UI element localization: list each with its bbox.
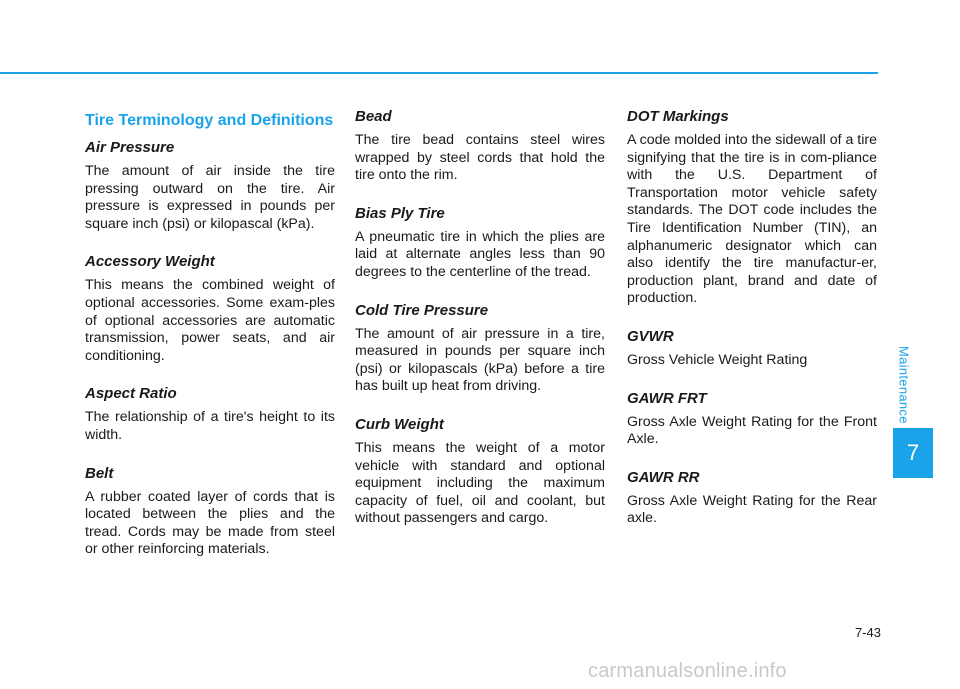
definition-aspect-ratio: The relationship of a tire's height to its width. xyxy=(85,409,335,443)
definition-gawr-rr: Gross Axle Weight Rating for the Rear axle. xyxy=(627,492,877,527)
term-gvwr: GVWR xyxy=(627,327,674,345)
definition-air-pressure: The amount of air inside the tire pressing outward on the tire. Air pressure is expressed in pounds per square inch (psi) or kilopascal (kPa). xyxy=(85,163,335,232)
term-cold-tire-pressure: Cold Tire Pressure xyxy=(355,301,489,319)
definition-curb-weight: This means the weight of a motor vehicle with standard and optional equipment including the maximum capacity of fuel, oil and coolant, but without passengers and cargo. xyxy=(355,439,605,527)
page-number: 7-43 xyxy=(854,625,881,640)
term-bias-ply-tire: Bias Ply Tire xyxy=(355,204,445,222)
term-aspect-ratio: Aspect Ratio xyxy=(85,385,177,403)
term-dot-markings: DOT Markings xyxy=(627,108,729,125)
column-2 xyxy=(355,108,605,548)
definition-dot-markings: A code molded into the sidewall of a tire signifying that the tire is in com-pliance with the U.S. Department of Transportation motor vehicle safety standards. The DOT code includes the Tire Identification Number (TIN), an alphanumeric designator which can also identify the tire manufactur-er, production plant, brand and date of production. xyxy=(627,132,878,307)
term-air-pressure: Air Pressure xyxy=(85,139,175,156)
definition-gvwr: Gross Vehicle Weight Rating xyxy=(627,351,808,368)
chapter-side-label: Maintenance xyxy=(896,346,912,424)
definition-gawr-frt: Gross Axle Weight Rating for the Front Axle. xyxy=(627,413,877,448)
header-rule xyxy=(0,72,878,74)
term-accessory-weight: Accessory Weight xyxy=(85,253,215,271)
term-curb-weight: Curb Weight xyxy=(355,415,444,433)
term-belt: Belt xyxy=(85,464,114,482)
definition-belt: A rubber coated layer of cords that is located between the plies and the tread. Cords may be made from steel or other reinforcing materials. xyxy=(85,488,335,558)
section-title: Tire Terminology and Definitions xyxy=(85,112,334,129)
column-3 xyxy=(627,108,877,548)
column-1 xyxy=(85,108,335,579)
chapter-number-tab: 7 xyxy=(893,428,933,478)
term-gawr-frt: GAWR FRT xyxy=(627,389,707,407)
definition-cold-tire-pressure: The amount of air pressure in a tire, measured in pounds per square inch (psi) or kilopascals (kPa) before a tire has built up heat from driving. xyxy=(355,325,605,395)
term-gawr-rr: GAWR RR xyxy=(627,468,700,486)
definition-bead: The tire bead contains steel wires wrapped by steel cords that hold the tire onto the rim. xyxy=(355,132,605,184)
watermark: carmanualsonline.info xyxy=(588,660,787,682)
definition-accessory-weight: This means the combined weight of optional accessories. Some exam-ples of optional accessories are automatic transmission, power seats, and air conditioning. xyxy=(85,277,335,364)
definition-bias-ply-tire: A pneumatic tire in which the plies are laid at alternate angles less than 90 degrees to the centerline of the tread. xyxy=(355,228,605,280)
term-bead: Bead xyxy=(355,108,392,125)
